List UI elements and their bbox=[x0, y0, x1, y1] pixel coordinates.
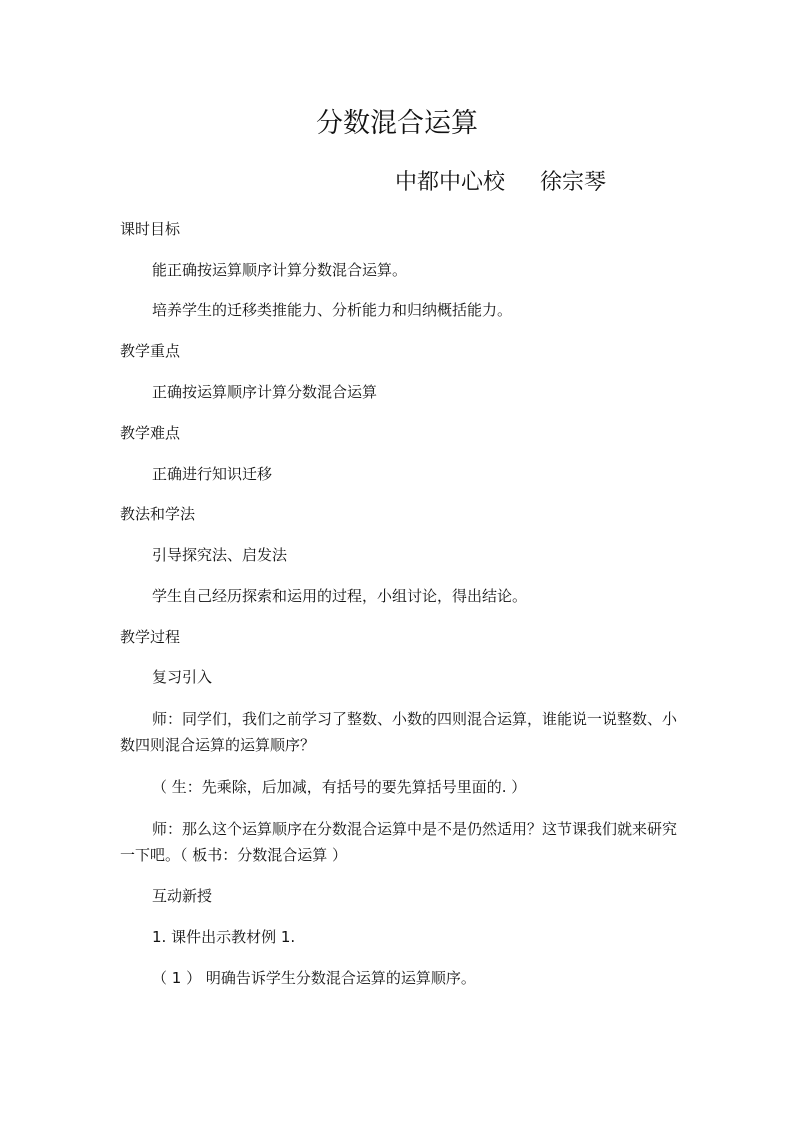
teacher-question-paragraph: 师：同学们，我们之前学习了整数、小数的四则混合运算，谁能说一说整数、小数四则混合运算的运算顺序？ bbox=[120, 710, 678, 754]
document-title: 分数混合运算 bbox=[316, 108, 478, 139]
section-heading-methods: 教法和学法 bbox=[120, 505, 196, 523]
difficulty-item: 正确进行知识迁移 bbox=[152, 465, 273, 483]
subsection-heading-review: 复习引入 bbox=[152, 668, 213, 686]
section-heading-key-points: 教学重点 bbox=[120, 342, 181, 360]
teacher-transition-paragraph: 师：那么这个运算顺序在分数混合运算中是不是仍然适用？这节课我们就来研究一下吧。（ 板书：分数混合运算 ） bbox=[120, 820, 678, 864]
section-heading-process: 教学过程 bbox=[120, 628, 181, 646]
objective-item: 能正确按运算顺序计算分数混合运算。 bbox=[152, 261, 408, 279]
objective-item: 培养学生的迁移类推能力、分析能力和归纳概括能力。 bbox=[152, 301, 513, 319]
student-answer-line: （ 生：先乘除，后加减，有括号的要先算括号里面的. ） bbox=[152, 778, 527, 796]
section-heading-objectives: 课时目标 bbox=[120, 220, 181, 238]
section-heading-difficulties: 教学难点 bbox=[120, 424, 181, 442]
key-point-item: 正确按运算顺序计算分数混合运算 bbox=[152, 383, 378, 401]
lesson-step-item: 1. 课件出示教材例 1. bbox=[152, 928, 296, 946]
lesson-step-item: （ 1 ） 明确告诉学生分数混合运算的运算顺序。 bbox=[152, 969, 476, 987]
subsection-heading-new-lesson: 互动新授 bbox=[152, 887, 213, 905]
method-item: 学生自己经历探索和运用的过程，小组讨论，得出结论。 bbox=[152, 587, 528, 605]
method-item: 引导探究法、启发法 bbox=[152, 546, 288, 564]
author-byline: 中都中心校 徐宗琴 bbox=[395, 170, 606, 195]
